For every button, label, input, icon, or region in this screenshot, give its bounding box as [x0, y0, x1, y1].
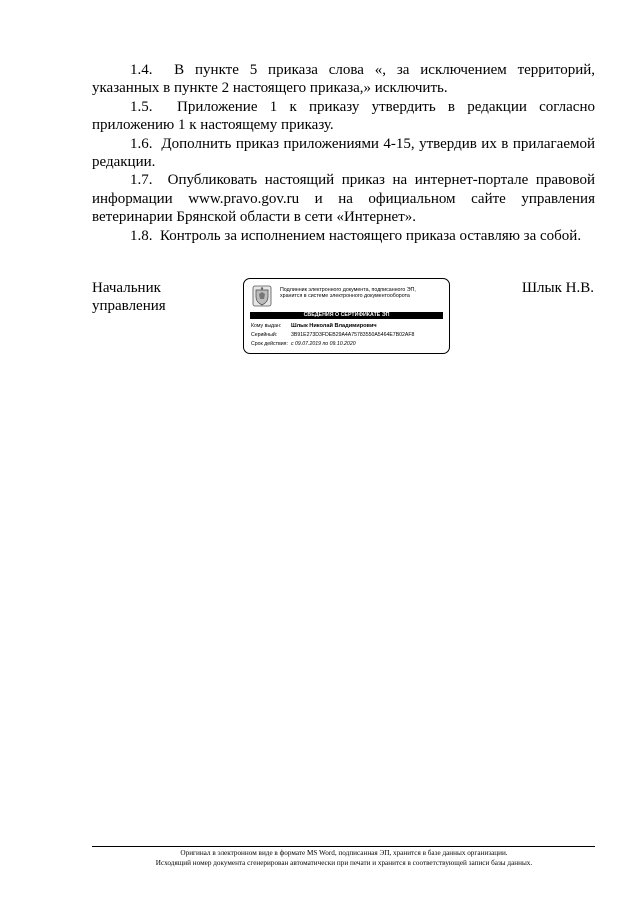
coat-of-arms-icon — [252, 285, 272, 307]
signatory-title-line1: Начальник — [92, 280, 161, 296]
stamp-validity-row — [251, 341, 447, 347]
paragraph-1-6: 1.6. Дополнить приказ приложениями 4-15, утвердив их в прилагаемой редакции. — [92, 135, 595, 171]
footer-line-2: Исходящий номер документа сгенерирован автоматически при печати и хранится в соответствующей записи базы данных. — [155, 858, 533, 867]
stamp-issued-to-row — [251, 323, 447, 329]
paragraph-1-7: 1.7. Опубликовать настоящий приказ на интернет-портале правовой информации www.pravo.gov.ru и на официальном сайте управления ветеринарии Брянской области в сети «Интернет». — [92, 172, 595, 226]
signatory-title — [92, 279, 166, 316]
stamp-header-line2: хранится в системе электронного документооборота — [280, 293, 410, 300]
footer-divider — [92, 846, 595, 847]
stamp-header-line1: Подлинник электронного документа, подписанного ЭП, — [280, 287, 416, 293]
stamp-certificate-bar: СВЕДЕНИЯ О СЕРТИФИКАТЕ ЭП — [250, 312, 443, 319]
stamp-validity-label: Срок действия: — [251, 341, 288, 347]
paragraph-1-4: 1.4. В пункте 5 приказа слова «, за исключением территорий, указанных в пункте 2 настоящего приказа,» исключить. — [92, 62, 595, 97]
stamp-serial-label: Серийный: — [251, 332, 278, 338]
stamp-serial-row — [251, 332, 447, 338]
signatory-name: Шлык Н.В. — [521, 280, 594, 296]
electronic-signature-stamp — [243, 278, 450, 354]
stamp-issued-to-value: Шлык Николай Владимирович — [291, 323, 377, 329]
stamp-serial-value: 3B91E273D3FDEB29A4A75783550A5464E7B02AF8 — [291, 332, 415, 338]
stamp-header — [280, 287, 446, 300]
signatory-title-line2: управления — [92, 298, 166, 315]
stamp-validity-value: с 09.07.2019 по 09.10.2020 — [291, 341, 356, 347]
paragraph-1-8: 1.8. Контроль за исполнением настоящего приказа оставляю за собой. — [130, 227, 582, 244]
paragraph-1-5: 1.5. Приложение 1 к приказу утвердить в редакции согласно приложению 1 к настоящему приказу. — [92, 98, 595, 134]
page-footer — [60, 849, 628, 868]
footer-line-1: Оригинал в электронном виде в формате MS Word, подписанная ЭП, хранится в базе данных организации. — [180, 849, 508, 857]
order-body — [92, 61, 595, 245]
stamp-issued-to-label: Кому выдан: — [251, 323, 282, 329]
